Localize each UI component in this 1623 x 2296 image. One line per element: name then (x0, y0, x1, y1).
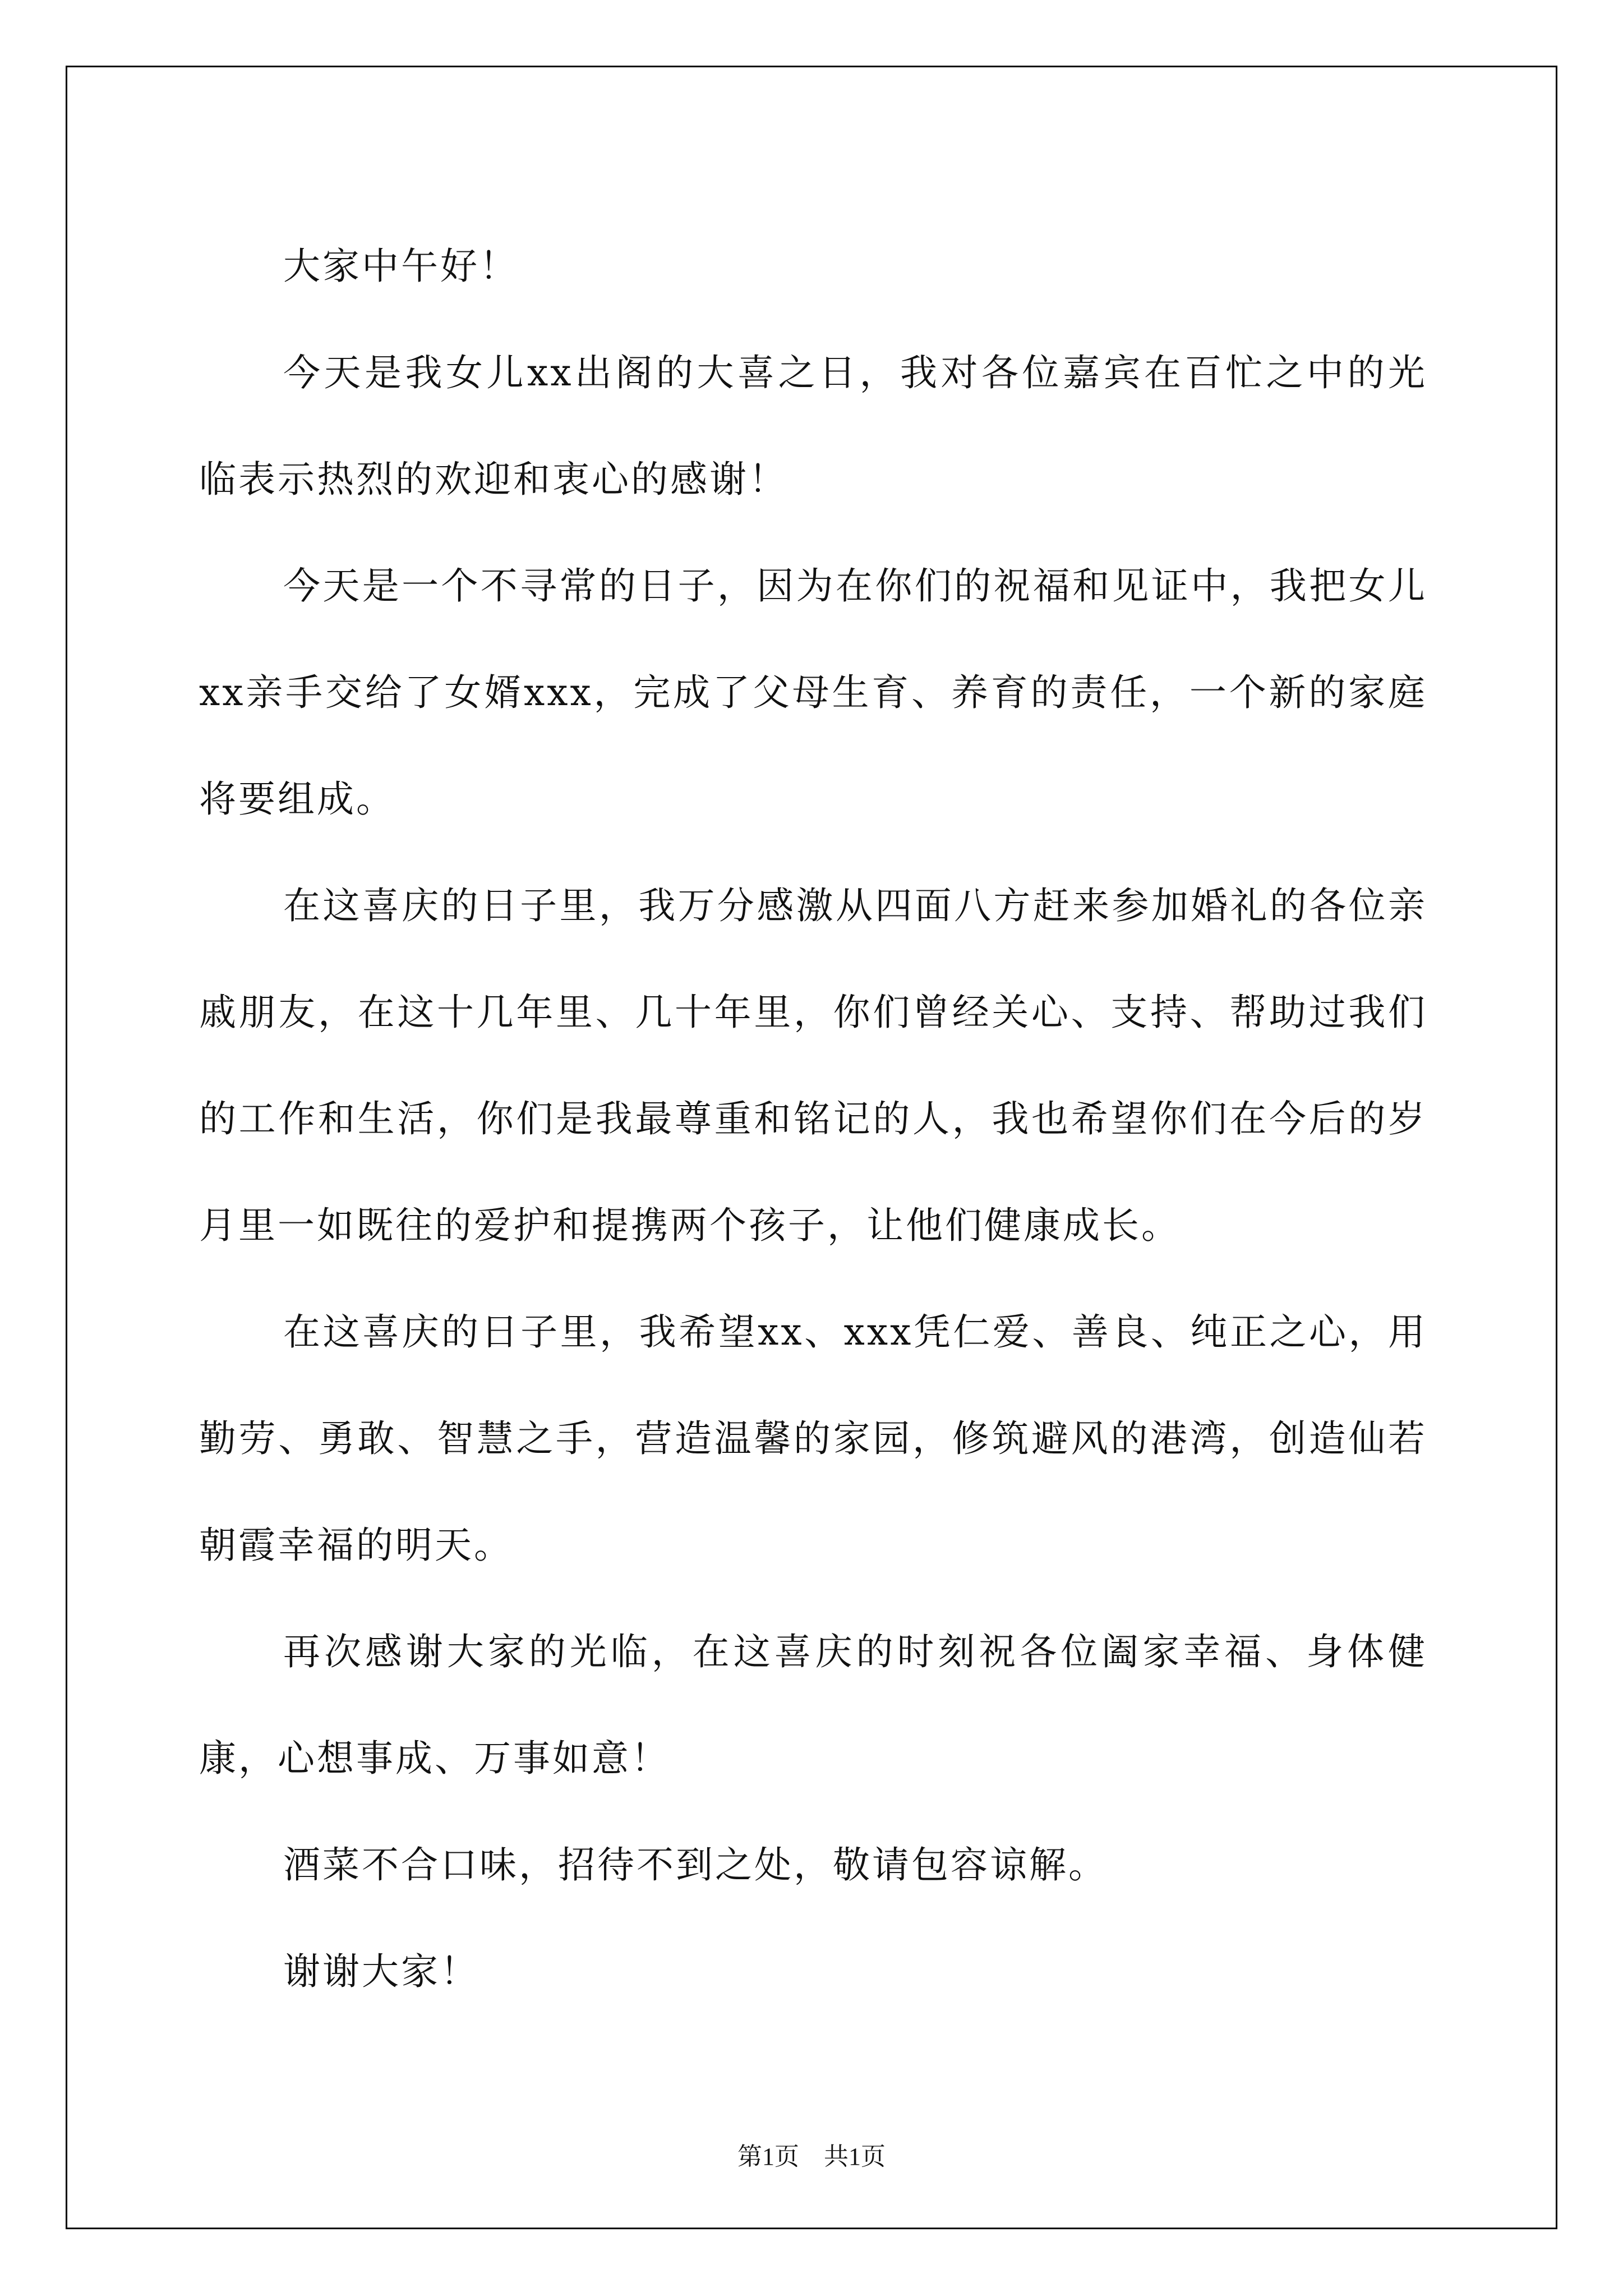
paragraph-unusual-day: 今天是一个不寻常的日子，因为在你们的祝福和见证中，我把女儿xx亲手交给了女婿xxx，完成了父母生育、养育的责任，一个新的家庭将要组成。 (199, 564, 1427, 821)
paragraph-greeting: 大家中午好！ (283, 245, 519, 288)
paragraph-wishes: 在这喜庆的日子里，我希望xx、xxx凭仁爱、善良、纯正之心，用勤劳、勇敢、智慧之手，营造温馨的家园，修筑避风的港湾，创造仙若朝霞幸福的明天。 (199, 1310, 1427, 1567)
document-body (199, 213, 1427, 2025)
paragraph-apology: 酒菜不合口味，招待不到之处，敬请包容谅解。 (283, 1843, 1108, 1887)
paragraph-closing: 谢谢大家！ (283, 1950, 479, 1993)
page-footer (0, 2140, 1623, 2174)
paragraph-welcome: 今天是我女儿xx出阁的大喜之日，我对各位嘉宾在百忙之中的光临表示热烈的欢迎和衷心的感谢！ (199, 351, 1427, 501)
page-total: 共1页 (824, 2143, 886, 2170)
page-number: 第1页 (737, 2143, 799, 2170)
paragraph-thanks-again: 再次感谢大家的光临，在这喜庆的时刻祝各位阖家幸福、身体健康，心想事成、万事如意！ (199, 1630, 1427, 1780)
paragraph-gratitude: 在这喜庆的日子里，我万分感激从四面八方赶来参加婚礼的各位亲戚朋友，在这十几年里、几十年里，你们曾经关心、支持、帮助过我们的工作和生活，你们是我最尊重和铭记的人，我也希望你们在今后的岁月里一如既往的爱护和提携两个孩子，让他们健康成长。 (199, 884, 1427, 1247)
